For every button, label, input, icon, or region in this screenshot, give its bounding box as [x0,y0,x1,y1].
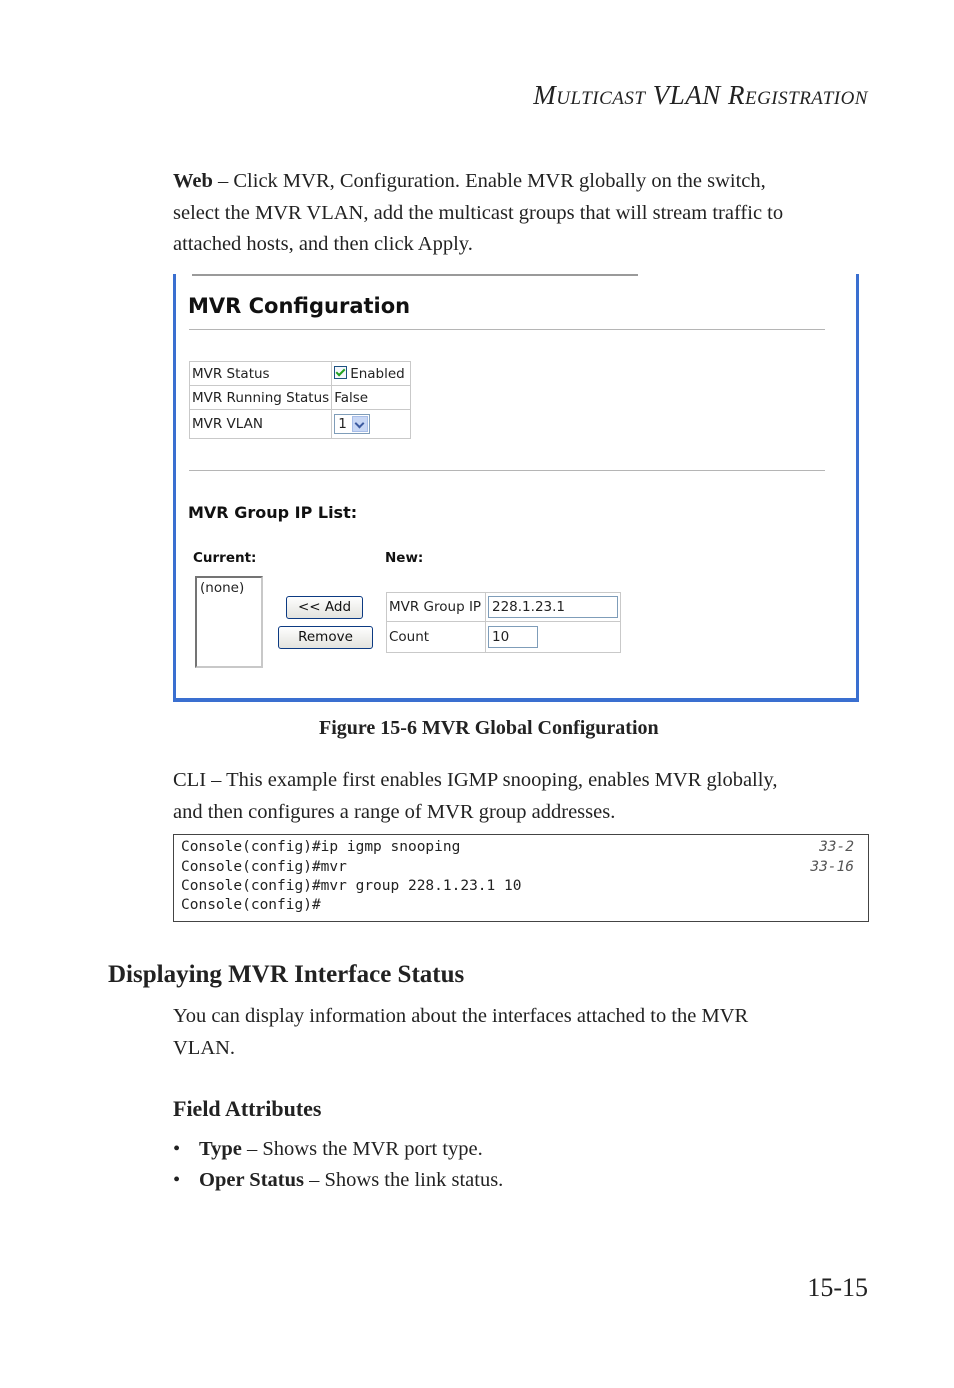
mvr-settings-table [189,361,411,439]
mvr-running-status-label: MVR Running Status [190,386,332,410]
running-head-multicast: ULTICAST [556,88,646,109]
count-cell [486,622,621,653]
bullet-term: Type [199,1138,242,1160]
web-paragraph [173,166,783,261]
list-item [173,1165,504,1196]
new-label: New: [385,550,424,566]
bullet-list [173,1134,504,1196]
cli-text-line2: and then configures a range of MVR group addresses. [173,800,616,823]
code-line: Console(config)#mvr [181,859,347,875]
section-text-line2: VLAN. [173,1036,236,1059]
mvr-vlan-label: MVR VLAN [190,410,332,439]
row-mvr-status [190,362,411,386]
count-input[interactable]: 10 [488,626,538,648]
divider [189,329,825,330]
web-text-line3: attached hosts, and then click Apply. [173,233,473,255]
figure-page-title: MVR Configuration [188,294,411,318]
code-line: Console(config)#mvr group 228.1.23.1 10 [181,878,522,894]
row-mvr-running-status [190,386,411,410]
enabled-label: Enabled [350,365,405,382]
code-reference: 33-16 [810,859,854,875]
row-mvr-vlan [190,410,411,439]
field-attributes-heading: Field Attributes [173,1096,322,1121]
current-groups-listbox[interactable] [195,576,263,668]
list-item[interactable]: (none) [200,580,245,596]
mvr-vlan-selected-value: 1 [338,416,347,432]
enabled-checkbox[interactable] [334,366,347,379]
frame-top-edge [192,274,638,276]
section-paragraph [173,1001,748,1064]
mvr-group-ip-list-heading: MVR Group IP List: [188,503,358,522]
row-mvr-group-ip [387,593,621,622]
current-label: Current: [193,550,257,566]
list-item [173,1134,503,1165]
bullet-icon: • [173,1138,181,1160]
web-text-line1: – Click MVR, Configuration. Enable MVR globally on the switch, [212,170,766,192]
running-head-vlan: VLAN [652,80,721,110]
code-block [173,834,869,922]
remove-button[interactable]: Remove [278,626,373,649]
running-head-cap-m: M [533,80,557,110]
chevron-down-icon[interactable] [352,416,368,432]
new-group-table [386,592,621,653]
web-label: Web [173,170,213,192]
mvr-configuration-screenshot [173,274,859,702]
code-line: Console(config)# [181,897,321,913]
running-head-registration: EGISTRATION [744,88,868,109]
mvr-group-ip-label: MVR Group IP [387,593,486,622]
mvr-vlan-cell [332,410,411,439]
mvr-vlan-select[interactable] [334,414,370,434]
figure-caption: Figure 15-6 MVR Global Configuration [319,717,659,739]
cli-paragraph [173,765,777,828]
mvr-running-status-value: False [332,386,411,410]
bullet-icon: • [173,1169,181,1191]
page-number: 15-15 [807,1273,868,1302]
mvr-group-ip-cell [486,593,621,622]
section-text-line1: You can display information about the interfaces attached to the MVR [173,1005,749,1027]
mvr-status-label: MVR Status [190,362,332,386]
count-label: Count [387,622,486,653]
cli-text-line1: CLI – This example first enables IGMP snooping, enables MVR globally, [173,769,778,791]
running-head-cap-r: R [727,80,745,110]
code-reference: 33-2 [819,839,854,855]
web-text-line2: select the MVR VLAN, add the multicast groups that will stream traffic to [173,201,784,224]
running-head [533,80,868,111]
code-line: Console(config)#ip igmp snooping [181,839,461,855]
mvr-group-ip-input[interactable]: 228.1.23.1 [488,596,618,618]
divider [189,470,825,471]
mvr-status-cell [332,362,411,386]
bullet-term: Oper Status [199,1169,304,1191]
bullet-description: – Shows the MVR port type. [241,1138,483,1160]
section-heading: Displaying MVR Interface Status [108,961,465,988]
bullet-description: – Shows the link status. [303,1169,504,1191]
row-count [387,622,621,653]
add-button[interactable]: << Add [286,596,363,619]
